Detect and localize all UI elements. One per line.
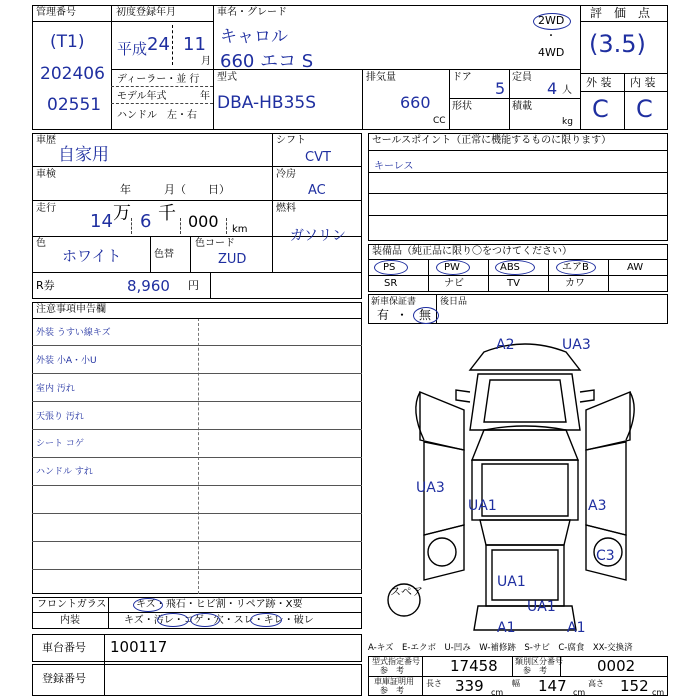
teiin-label: 定員 bbox=[512, 72, 532, 83]
naga: 339 bbox=[455, 677, 484, 695]
sekisai-unit: kg bbox=[562, 117, 573, 127]
shadai: 100117 bbox=[110, 638, 168, 656]
shift: CVT bbox=[305, 150, 331, 165]
ruibetsu-label: 類別区分番号 bbox=[515, 657, 563, 666]
shareki-label: 車歴 bbox=[36, 135, 56, 146]
gaisou-grade: C bbox=[592, 95, 609, 123]
teiin: 4 bbox=[547, 79, 558, 98]
handle-label: ハンドル 左・右 bbox=[117, 110, 197, 121]
sales-label: セールスポイント（正常に機能するものに限ります） bbox=[372, 135, 612, 146]
note-rule bbox=[32, 485, 362, 486]
haikiryo-label: 排気量 bbox=[366, 72, 396, 83]
rken: 8,960 bbox=[127, 277, 170, 295]
note-rule bbox=[32, 401, 362, 402]
color: ホワイト bbox=[62, 247, 122, 265]
front-glass-label: フロントガラス bbox=[37, 599, 107, 610]
naisou-glass-label: 内装 bbox=[60, 615, 80, 626]
equip-kawa: カワ bbox=[565, 278, 585, 289]
first-reg-label: 初度登録年月 bbox=[116, 7, 176, 18]
ruibetsu: 0002 bbox=[597, 657, 636, 675]
reg-month: 11 bbox=[183, 34, 206, 55]
kanri-value-1: (T1) bbox=[50, 32, 85, 52]
naga-unit: cm bbox=[491, 688, 504, 697]
equip-abs: ABS bbox=[500, 262, 520, 273]
equip-aw: AW bbox=[627, 262, 644, 273]
model-year-label: モデル年式 bbox=[117, 91, 167, 102]
shaken-label: 車検 bbox=[36, 169, 56, 180]
car-name-label: 車名・グレード bbox=[217, 7, 287, 18]
naisou-glass-items: キズ・汚レ・コゲ・穴・スレ・キレ・破レ bbox=[124, 615, 314, 626]
shomei-label: 車庫証明用 bbox=[374, 677, 414, 686]
reg-year: 24 bbox=[147, 34, 170, 55]
soko-rest: 000 bbox=[188, 212, 219, 231]
mark-a1-right: A1 bbox=[567, 620, 586, 636]
reibou-label: 冷房 bbox=[276, 169, 296, 180]
katashiki-label: 型式 bbox=[217, 72, 237, 83]
mark-a3: A3 bbox=[588, 498, 607, 514]
mark-ua3-top: UA3 bbox=[562, 337, 591, 353]
era: 平成 bbox=[117, 40, 148, 58]
hyouka-score: (3.5) bbox=[589, 30, 646, 58]
shomei-sub: 参 考 bbox=[380, 686, 404, 695]
colorcode: ZUD bbox=[218, 252, 247, 267]
car-name: キャロル bbox=[220, 27, 288, 47]
teiin-unit: 人 bbox=[562, 85, 572, 96]
drive-dot: ・ bbox=[546, 31, 556, 42]
warranty-no: 無 bbox=[419, 308, 432, 322]
taka-unit: cm bbox=[652, 688, 665, 697]
gaisou-label: 外 装 bbox=[586, 76, 612, 89]
month-unit: 月 bbox=[201, 56, 211, 67]
color-label: 色 bbox=[36, 238, 46, 249]
nenryo-label: 燃料 bbox=[276, 203, 296, 214]
katashiki: DBA-HB35S bbox=[217, 93, 317, 113]
note-rule bbox=[32, 345, 362, 346]
door-label: ドア bbox=[452, 72, 472, 83]
rken-label: R券 bbox=[36, 279, 55, 292]
katashiki-shitei-sub: 参 考 bbox=[380, 666, 404, 675]
note-rule bbox=[32, 457, 362, 458]
haba-unit: cm bbox=[573, 688, 586, 697]
mark-ua1-center: UA1 bbox=[468, 498, 497, 514]
mark-a2: A2 bbox=[496, 337, 515, 353]
shareki: 自家用 bbox=[58, 145, 109, 165]
shadai-label: 車台番号 bbox=[42, 641, 86, 654]
warranty-yes: 有 bbox=[377, 308, 390, 322]
mark-c3: C3 bbox=[596, 548, 615, 564]
warranty-label: 新車保証書 bbox=[371, 297, 417, 307]
haba: 147 bbox=[538, 677, 567, 695]
equip-ps: PS bbox=[383, 262, 396, 273]
haikiryo: 660 bbox=[400, 93, 431, 112]
note-rule bbox=[32, 513, 362, 514]
naisou-label: 内 装 bbox=[630, 76, 656, 89]
note-line-2: 外装 小A・小U bbox=[36, 356, 97, 366]
note-line-4: 天張り 汚れ bbox=[36, 412, 84, 422]
rken-unit: 円 bbox=[188, 279, 199, 292]
equipment-label: 装備品（純正品に限り〇をつけてください） bbox=[372, 246, 572, 257]
sales-item-1: キーレス bbox=[374, 161, 414, 172]
spare-label: スペア bbox=[390, 585, 423, 598]
soko-sen: 6 bbox=[140, 211, 152, 232]
warranty-dot: ・ bbox=[396, 308, 409, 322]
cc-unit: CC bbox=[433, 116, 446, 126]
front-glass-items: キズ・飛石・ヒビ割・リペア跡・X要 bbox=[136, 599, 303, 610]
model-year-unit: 年 bbox=[200, 91, 210, 102]
naisou-grade: C bbox=[636, 95, 653, 123]
kanri-value-3: 02551 bbox=[47, 95, 102, 115]
shift-label: シフト bbox=[276, 135, 306, 146]
car-grade: 660 エコ S bbox=[220, 51, 314, 72]
sekisai-label: 積載 bbox=[512, 101, 532, 112]
mark-ua1-bumper: UA1 bbox=[527, 599, 556, 615]
mark-a1-left: A1 bbox=[497, 620, 516, 636]
damage-legend: A-キズ E-エクボ U-凹み W-補修跡 S-サビ C-腐食 XX-交換済 bbox=[368, 643, 633, 653]
note-line-1: 外装 うすい線キズ bbox=[36, 328, 111, 338]
note-rule bbox=[32, 373, 362, 374]
drive-2wd: 2WD bbox=[538, 14, 565, 27]
soko-man: 14 bbox=[90, 211, 113, 232]
equip-pw: PW bbox=[444, 262, 460, 273]
katashiki-shitei-label: 型式指定番号 bbox=[372, 657, 420, 666]
kanri-value-2: 202406 bbox=[40, 64, 105, 84]
equip-tv: TV bbox=[507, 278, 520, 289]
colorcode-label: 色コード bbox=[195, 238, 235, 249]
kanri-label: 管理番号 bbox=[36, 7, 76, 18]
nenryo: ガソリン bbox=[290, 228, 346, 244]
notes-label: 注意事項申告欄 bbox=[36, 304, 106, 315]
note-rule bbox=[32, 429, 362, 430]
reibou: AC bbox=[308, 183, 326, 198]
mark-ua3-left: UA3 bbox=[416, 480, 445, 496]
note-rule bbox=[32, 569, 362, 570]
katashiki-shitei: 17458 bbox=[450, 657, 498, 675]
soko-sen-unit: 千 bbox=[158, 203, 176, 224]
note-line-3: 室内 汚れ bbox=[36, 384, 75, 394]
note-line-5: シート コゲ bbox=[36, 439, 84, 449]
taka-label: 高さ bbox=[588, 679, 604, 688]
note-line-6: ハンドル すれ bbox=[36, 467, 93, 477]
shaken-text: 年 月（ 日） bbox=[120, 183, 230, 196]
taka: 152 bbox=[620, 677, 649, 695]
hyouka-label: 評 価 点 bbox=[590, 6, 651, 20]
equip-airbag: エアB bbox=[562, 262, 589, 273]
ato-label: 後日品 bbox=[440, 297, 468, 307]
soko-label: 走行 bbox=[36, 203, 56, 214]
mark-ua1-rear: UA1 bbox=[497, 574, 526, 590]
equip-sr: SR bbox=[384, 278, 398, 289]
ruibetsu-sub: 参 考 bbox=[523, 666, 547, 675]
dealer-label: ディーラー・並 行 bbox=[117, 74, 200, 85]
naga-label: 長さ bbox=[426, 679, 442, 688]
soko-unit: km bbox=[232, 224, 248, 235]
keijo-label: 形状 bbox=[452, 101, 472, 112]
touroku-label: 登録番号 bbox=[42, 672, 86, 685]
door: 5 bbox=[495, 79, 506, 98]
haba-label: 幅 bbox=[512, 679, 520, 688]
note-rule bbox=[32, 541, 362, 542]
soko-man-unit: 万 bbox=[113, 203, 131, 224]
equip-navi: ナビ bbox=[444, 278, 464, 289]
irokae-label: 色替 bbox=[154, 249, 174, 260]
drive-4wd: 4WD bbox=[538, 46, 565, 59]
